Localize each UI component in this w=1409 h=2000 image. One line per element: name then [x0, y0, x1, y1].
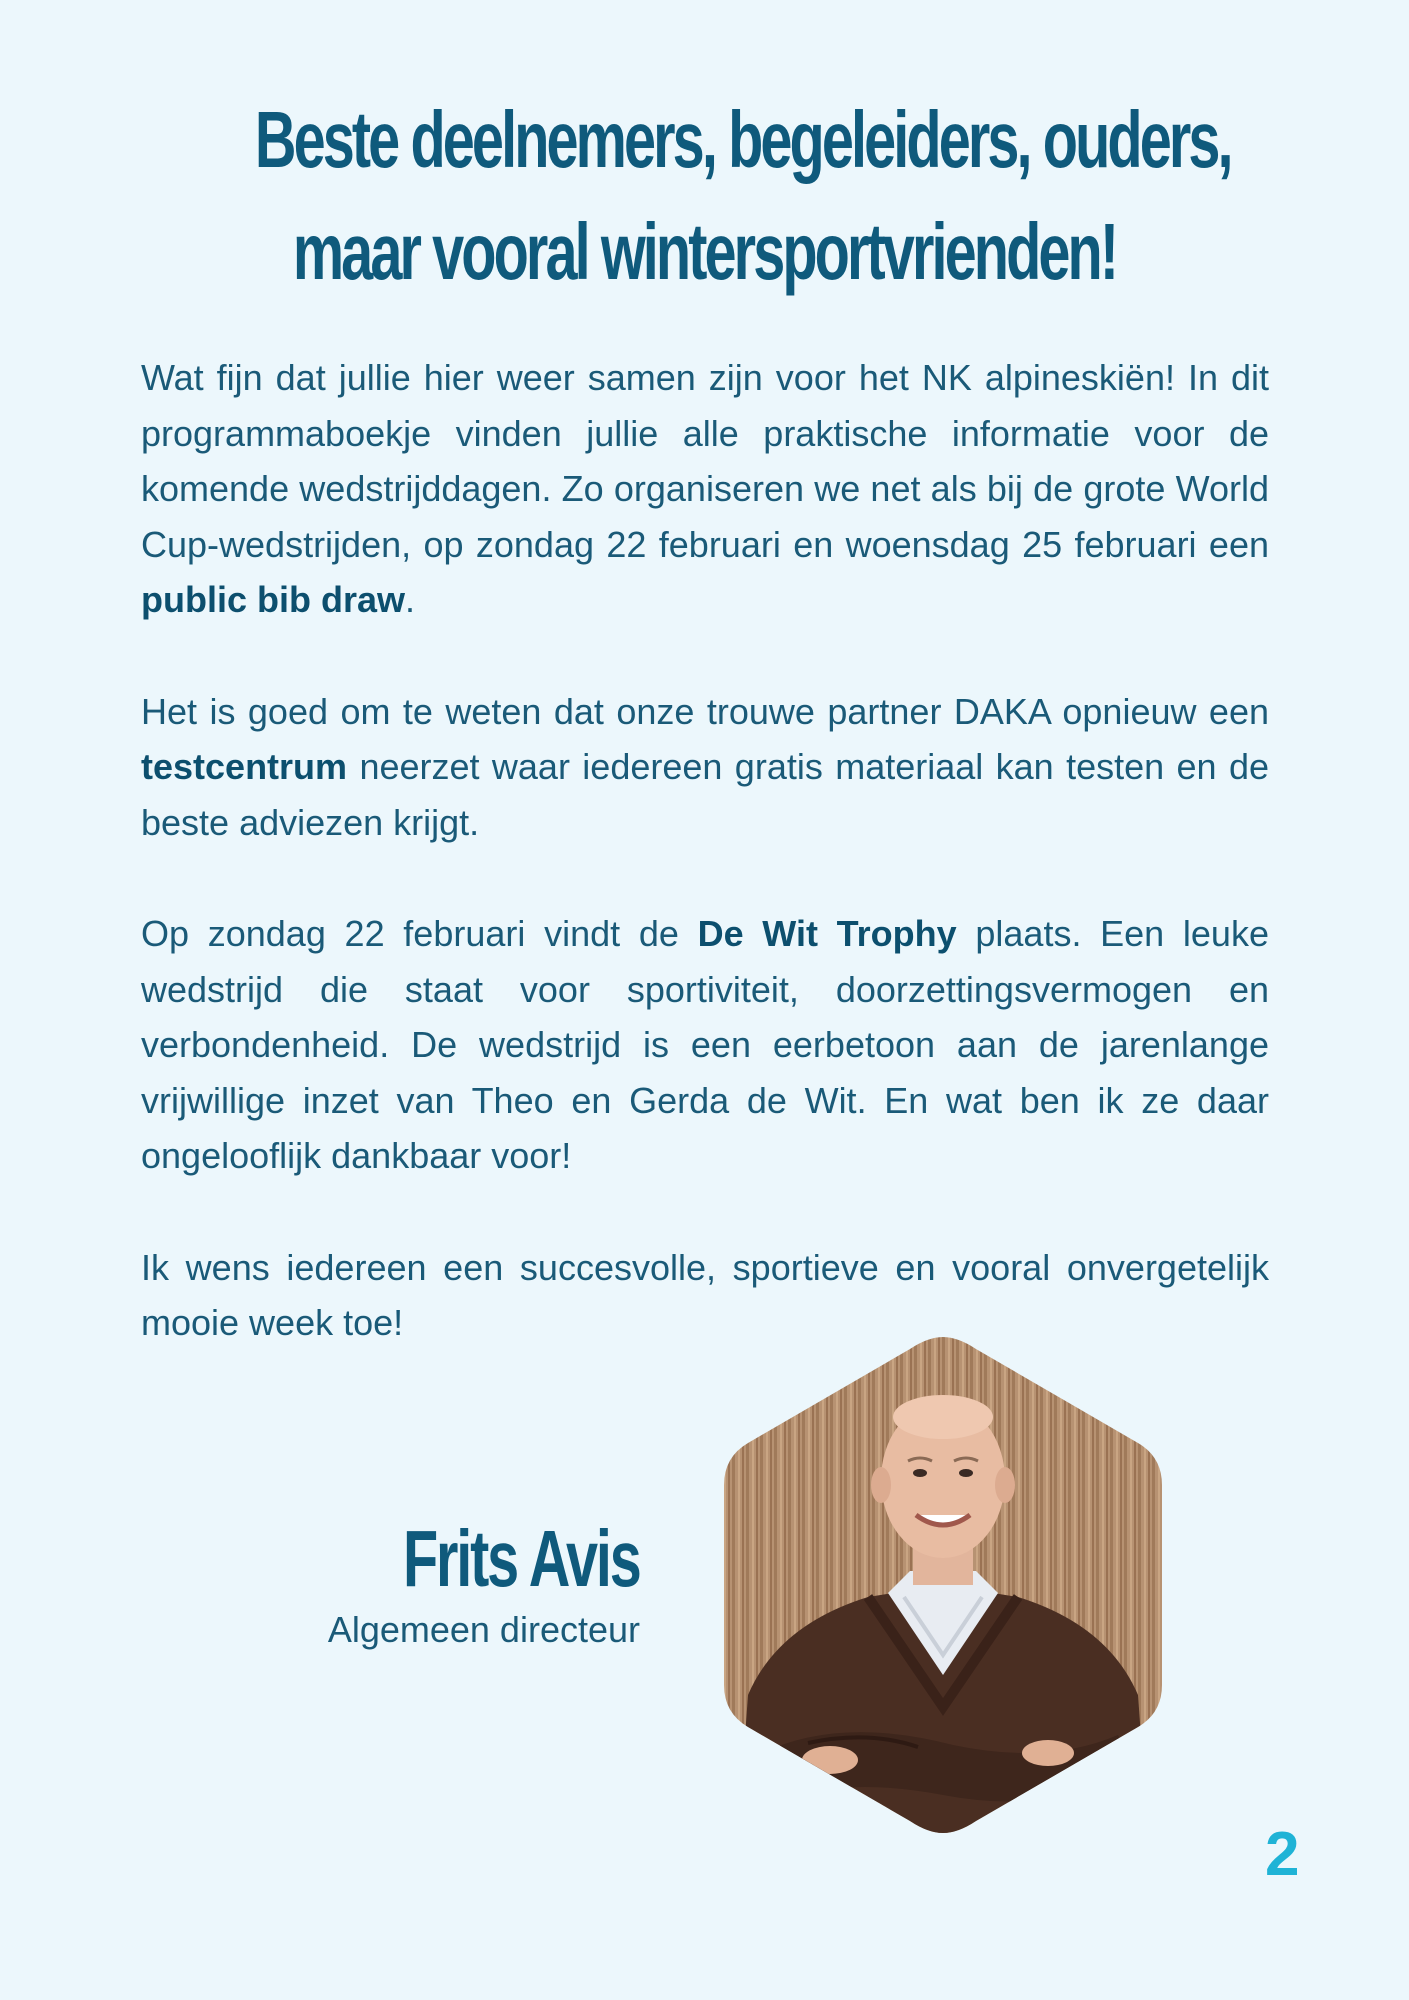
highlight-public-bib-draw: public bib draw: [141, 579, 406, 620]
person-portrait-icon: [718, 1335, 1168, 1835]
paragraph-text: .: [405, 579, 416, 620]
signature-name: Frits Avis: [403, 1514, 640, 1603]
letter-body: [141, 350, 1269, 1407]
paragraph-trophy: [141, 906, 1269, 1184]
paragraph-intro: [141, 350, 1269, 628]
title-line-2: maar vooral wintersportvrienden!: [292, 207, 1117, 296]
signature-role: Algemeen directeur: [327, 1609, 640, 1650]
paragraph-text: Wat fijn dat jullie hier weer samen zijn voor het NK alpineskiën! In dit programmaboekje vinden jullie alle praktische informatie voor de komende wedstrijddagen. Zo organiseren we net als bij de grote World Cup-wedstrijden, op zondag 22 februari en woensdag 25 februari een: [141, 357, 1269, 565]
paragraph-testcentrum: [141, 684, 1269, 851]
paragraph-closing: [141, 1240, 1269, 1351]
paragraph-text: plaats. Een leuke wedstrijd die staat voor sportiviteit, doorzettingsvermogen en verbondenheid. De wedstrijd is een eerbetoon aan de jarenlange vrijwillige inzet van Theo en Gerda de Wit. En wat ben ik ze daar ongelooflijk dankbaar voor!: [141, 913, 1269, 1176]
paragraph-text: neerzet waar iedereen gratis materiaal kan testen en de beste adviezen krijgt.: [141, 746, 1269, 843]
page-title: [254, 84, 1231, 308]
paragraph-text: Op zondag 22 februari vindt de: [141, 913, 698, 954]
highlight-testcentrum: testcentrum: [141, 746, 348, 787]
title-line-1: Beste deelnemers, begeleiders, ouders,: [254, 95, 1231, 184]
paragraph-text: Ik wens iedereen een succesvolle, sportieve en vooral onvergetelijk mooie week toe!: [141, 1246, 1269, 1343]
highlight-de-wit-trophy: De Wit Trophy: [697, 913, 957, 954]
paragraph-text: Het is goed om te weten dat onze trouwe partner DAKA opnieuw een: [141, 690, 1269, 732]
page-number: 2: [1265, 1820, 1300, 1889]
